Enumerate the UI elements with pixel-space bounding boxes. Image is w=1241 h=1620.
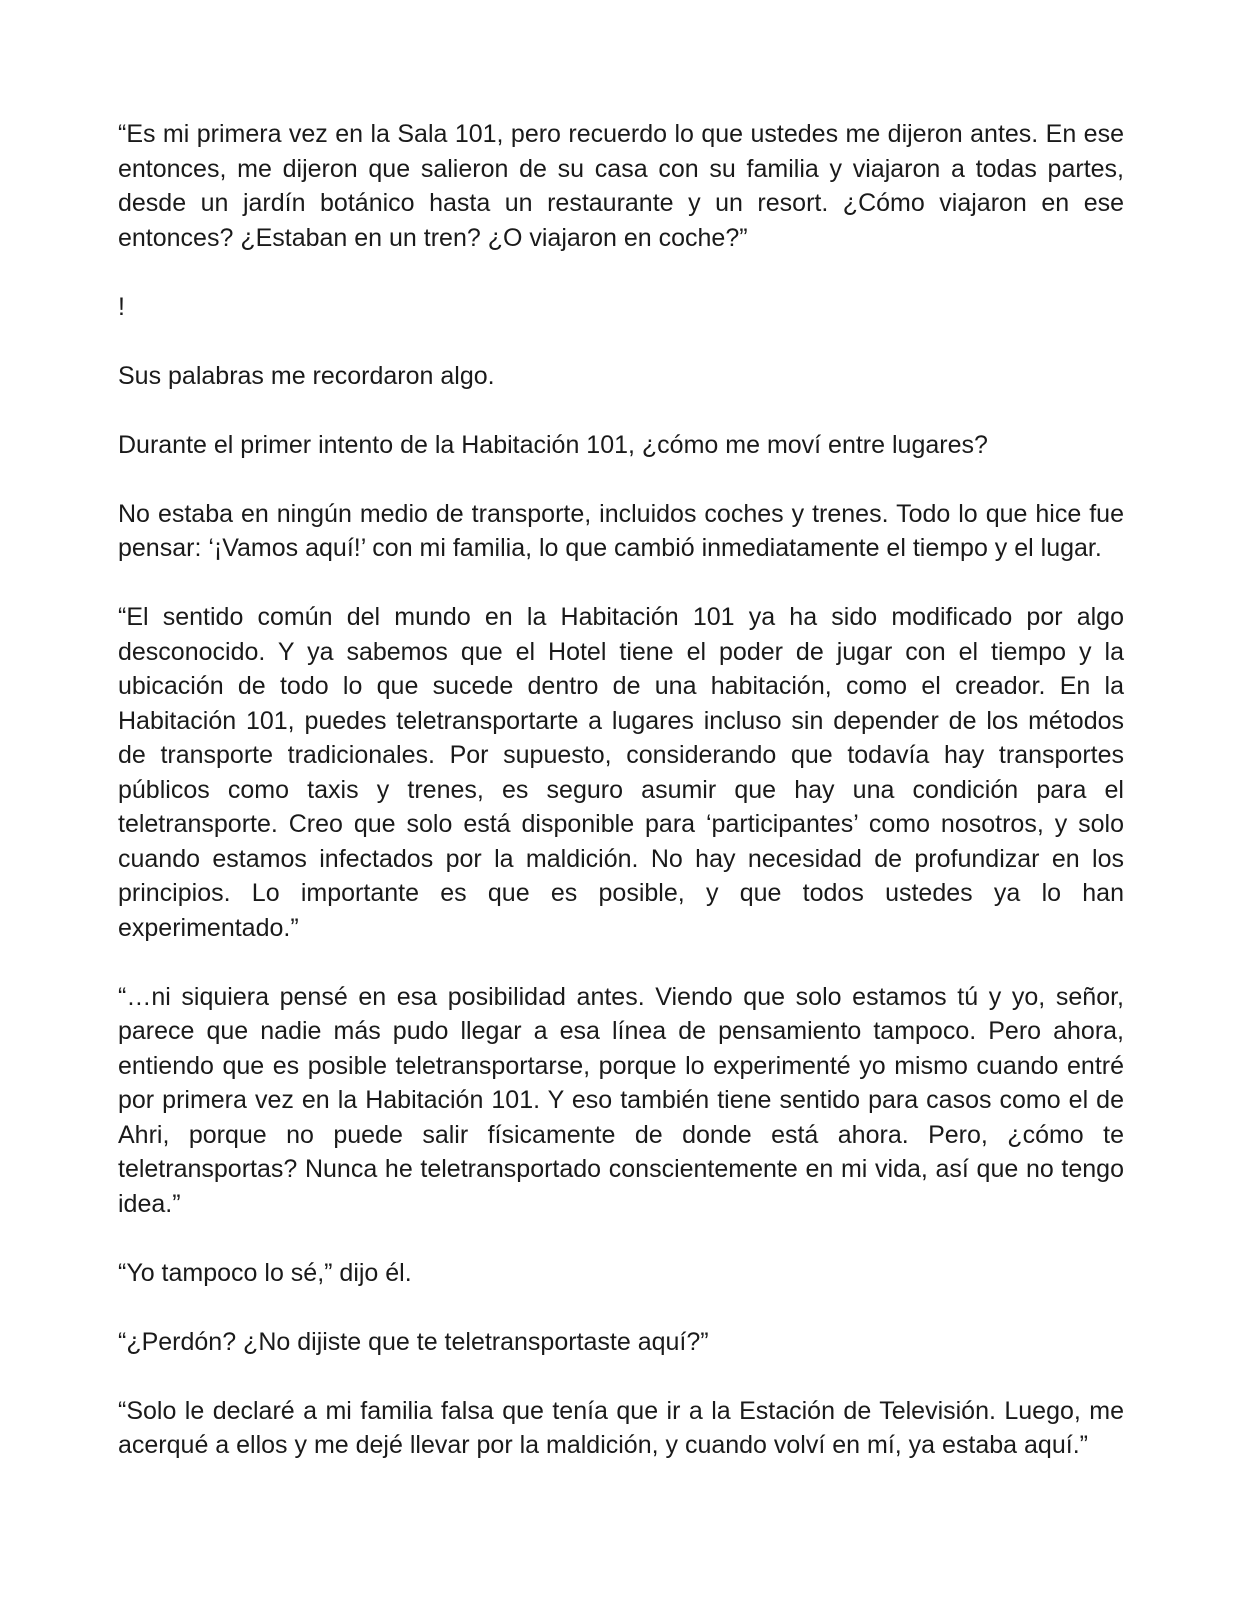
paragraph-2: ! xyxy=(118,292,125,321)
paragraph-8: “Yo tampoco lo sé,” dijo él. xyxy=(118,1258,412,1287)
document-body xyxy=(118,117,1124,1497)
paragraph-10: “Solo le declaré a mi familia falsa que tenía que ir a la Estación de Televisión. Luego, me acerqué a ellos y me dejé llevar por la maldición, y cuando volví en mí, ya estaba aquí.” xyxy=(118,1396,1124,1459)
paragraph-6: “El sentido común del mundo en la Habitación 101 ya ha sido modificado por algo desconocido. Y ya sabemos que el Hotel tiene el poder de jugar con el tiempo y la ubicación de todo lo que sucede dentro de una habitación, como el creador. En la Habitación 101, puedes teletransportarte a lugares incluso sin depender de los métodos de transporte tradicionales. Por supuesto, considerando que todavía hay transportes públicos como taxis y trenes, es seguro asumir que hay una condición para el teletransporte. Creo que solo está disponible para ‘participantes’ como nosotros, y solo cuando estamos infectados por la maldición. No hay necesidad de profundizar en los principios. Lo importante es que es posible, y que todos ustedes ya lo han experimentado.” xyxy=(118,603,1124,942)
paragraph-3: Sus palabras me recordaron algo. xyxy=(118,361,495,390)
paragraph-1: “Es mi primera vez en la Sala 101, pero recuerdo lo que ustedes me dijeron antes. En ese entonces, me dijeron que salieron de su casa con su familia y viajaron a todas partes, desde un jardín botánico hasta un restaurante y un resort. ¿Cómo viajaron en ese entonces? ¿Estaban en un tren? ¿O viajaron en coche?” xyxy=(118,120,1124,252)
paragraph-7: “…ni siquiera pensé en esa posibilidad antes. Viendo que solo estamos tú y yo, señor, parece que nadie más pudo llegar a esa línea de pensamiento tampoco. Pero ahora, entiendo que es posible teletransportarse, porque lo experimenté yo mismo cuando entré por primera vez en la Habitación 101. Y eso también tiene sentido para casos como el de Ahri, porque no puede salir físicamente de donde está ahora. Pero, ¿cómo te teletransportas? Nunca he teletransportado conscientemente en mi vida, así que no tengo idea.” xyxy=(118,982,1124,1218)
paragraph-9: “¿Perdón? ¿No dijiste que te teletransportaste aquí?” xyxy=(118,1327,709,1356)
paragraph-5: No estaba en ningún medio de transporte, incluidos coches y trenes. Todo lo que hice fue pensar: ‘¡Vamos aquí!’ con mi familia, lo que cambió inmediatamente el tiempo y el lugar. xyxy=(118,499,1124,562)
paragraph-4: Durante el primer intento de la Habitación 101, ¿cómo me moví entre lugares? xyxy=(118,430,988,459)
